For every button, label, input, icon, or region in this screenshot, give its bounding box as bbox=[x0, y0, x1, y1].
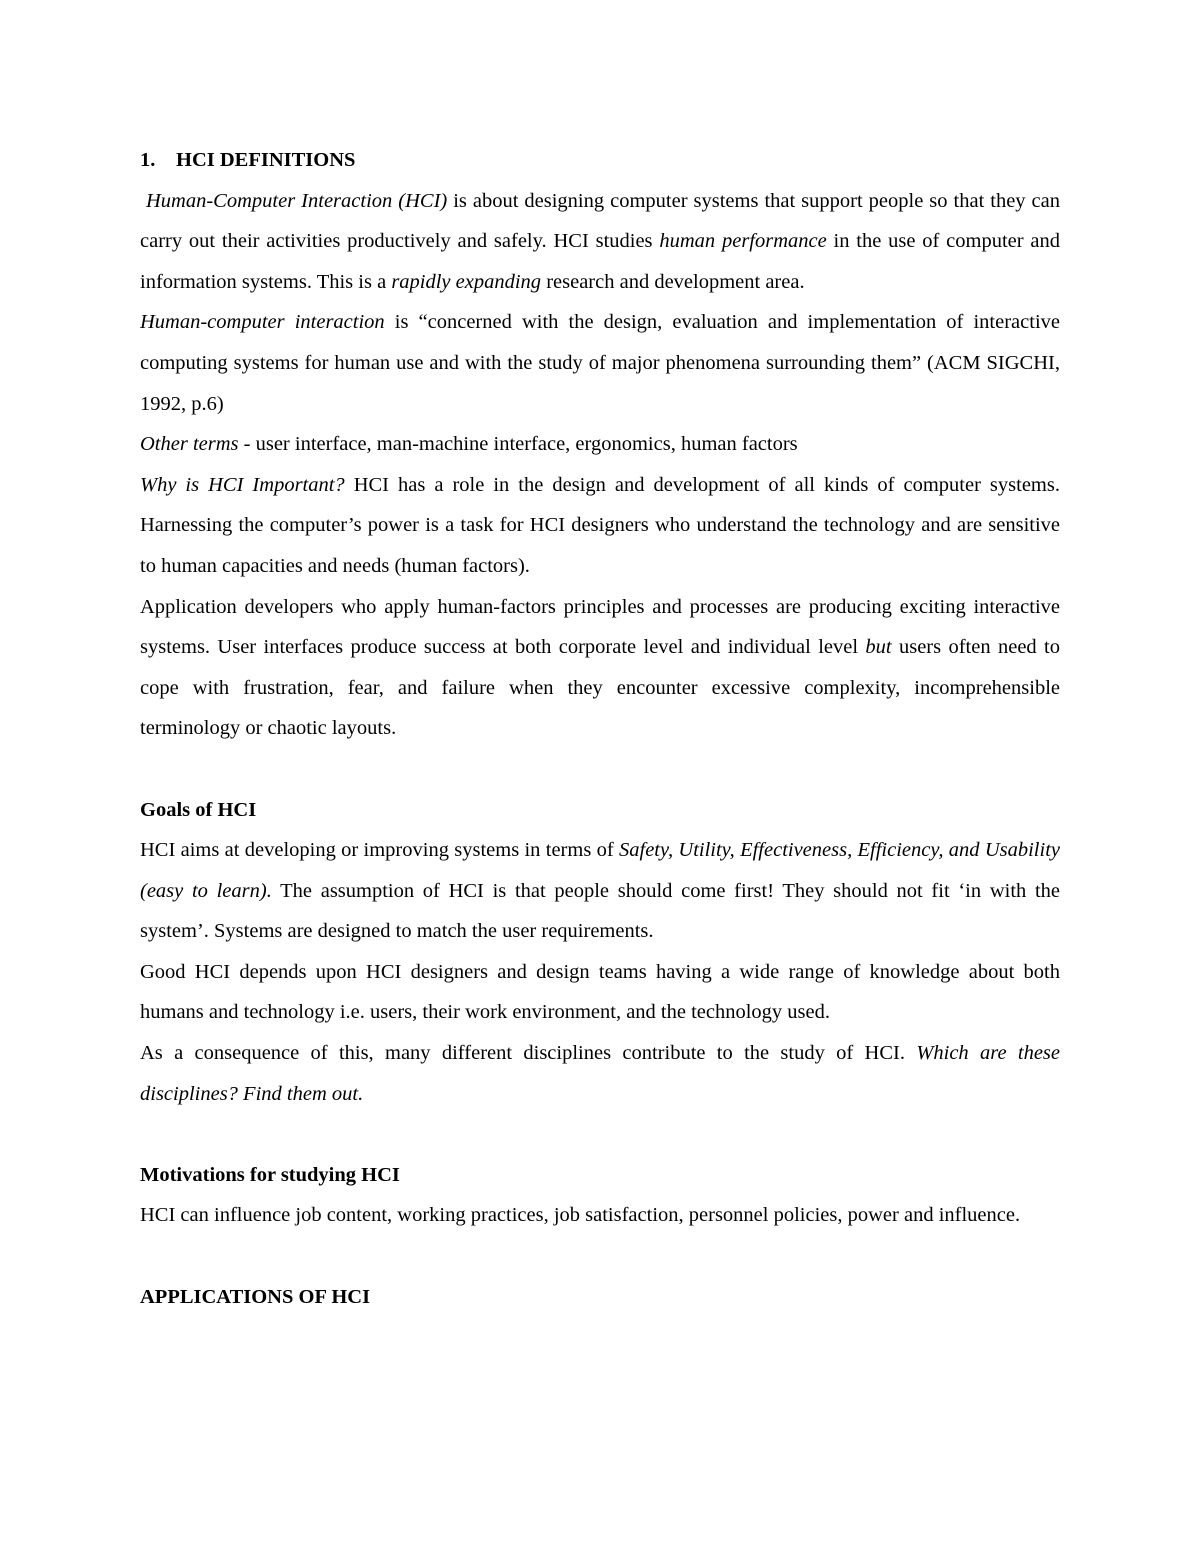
paragraph-goals-aims bbox=[140, 830, 1060, 952]
paragraph-application-developers bbox=[140, 587, 1060, 749]
paragraph-text: users often need to cope with frustration, fear, and failure when they encounter excessive complexity, incomprehensible terminology or chaotic layouts. bbox=[140, 636, 1060, 740]
document-page bbox=[140, 140, 1060, 1317]
term-hci: Human-Computer Interaction (HCI) bbox=[146, 189, 448, 212]
paragraph-text: As a consequence of this, many different disciplines contribute to the study of HCI. bbox=[140, 1042, 917, 1065]
section-heading-motivations: Motivations for studying HCI bbox=[140, 1163, 400, 1186]
paragraph-text: The assumption of HCI is that people should come first! They should not fit ‘in with the system’. Systems are designed to match the user requirements. bbox=[140, 879, 1061, 943]
term-why-important: Why is HCI Important? bbox=[140, 473, 345, 496]
section-heading-hci-definitions bbox=[140, 140, 1060, 181]
term-other-terms: Other terms bbox=[140, 433, 239, 456]
paragraph-text: HCI aims at developing or improving systems in terms of bbox=[140, 839, 619, 862]
paragraph-why-important bbox=[140, 465, 1060, 587]
paragraph-acm-definition bbox=[140, 302, 1060, 424]
term-goal-list: Safety, Utility, Effectiveness, Efficiency, and Usability (easy to learn). bbox=[140, 839, 1060, 902]
term-human-performance: human performance bbox=[659, 230, 827, 253]
paragraph-good-hci: Good HCI depends upon HCI designers and design teams having a wide range of knowledge about both humans and technology i.e. users, their work environment, and the technology used. bbox=[140, 960, 1060, 1024]
paragraph-text: is “concerned with the design, evaluation and implementation of interactive computing systems for human use and with the study of major phenomena surrounding them” (ACM SIGCHI, 1992, p.6) bbox=[140, 311, 1060, 415]
section-number: 1. bbox=[140, 149, 156, 171]
paragraph-disciplines bbox=[140, 1033, 1060, 1114]
paragraph-text: HCI has a role in the design and development of all kinds of computer systems. Harnessing the computer’s power is a task for HCI designers who understand the technology and are sensitive to human capacities and needs (human factors). bbox=[140, 473, 1060, 577]
spacer bbox=[140, 1236, 1060, 1277]
paragraph-motivations: HCI can influence job content, working practices, job satisfaction, personnel policies, power and influence. bbox=[140, 1204, 1021, 1227]
paragraph-text: in the use of computer and information systems. This is a bbox=[140, 230, 1060, 293]
spacer bbox=[140, 749, 1060, 790]
section-heading-applications: APPLICATIONS OF HCI bbox=[140, 1285, 371, 1308]
term-rapidly-expanding: rapidly expanding bbox=[391, 270, 542, 293]
term-human-computer-interaction: Human-computer interaction bbox=[140, 311, 385, 334]
section-heading-goals: Goals of HCI bbox=[140, 798, 257, 821]
question-disciplines: Which are these disciplines? Find them out. bbox=[140, 1042, 1061, 1105]
paragraph-hci-intro bbox=[140, 181, 1060, 303]
paragraph-other-terms bbox=[140, 424, 1060, 465]
paragraph-text: research and development area. bbox=[541, 270, 805, 293]
term-but: but bbox=[865, 636, 892, 659]
paragraph-text: is about designing computer systems that support people so that they can carry out their activities productively and safely. HCI studies bbox=[140, 189, 1060, 253]
spacer bbox=[140, 1114, 1060, 1155]
paragraph-text: - user interface, man-machine interface, ergonomics, human factors bbox=[238, 433, 798, 456]
section-title: HCI DEFINITIONS bbox=[176, 149, 356, 171]
paragraph-text: Application developers who apply human-factors principles and processes are producing exciting interactive systems. User interfaces produce success at both corporate level and individual level bbox=[140, 595, 1060, 659]
